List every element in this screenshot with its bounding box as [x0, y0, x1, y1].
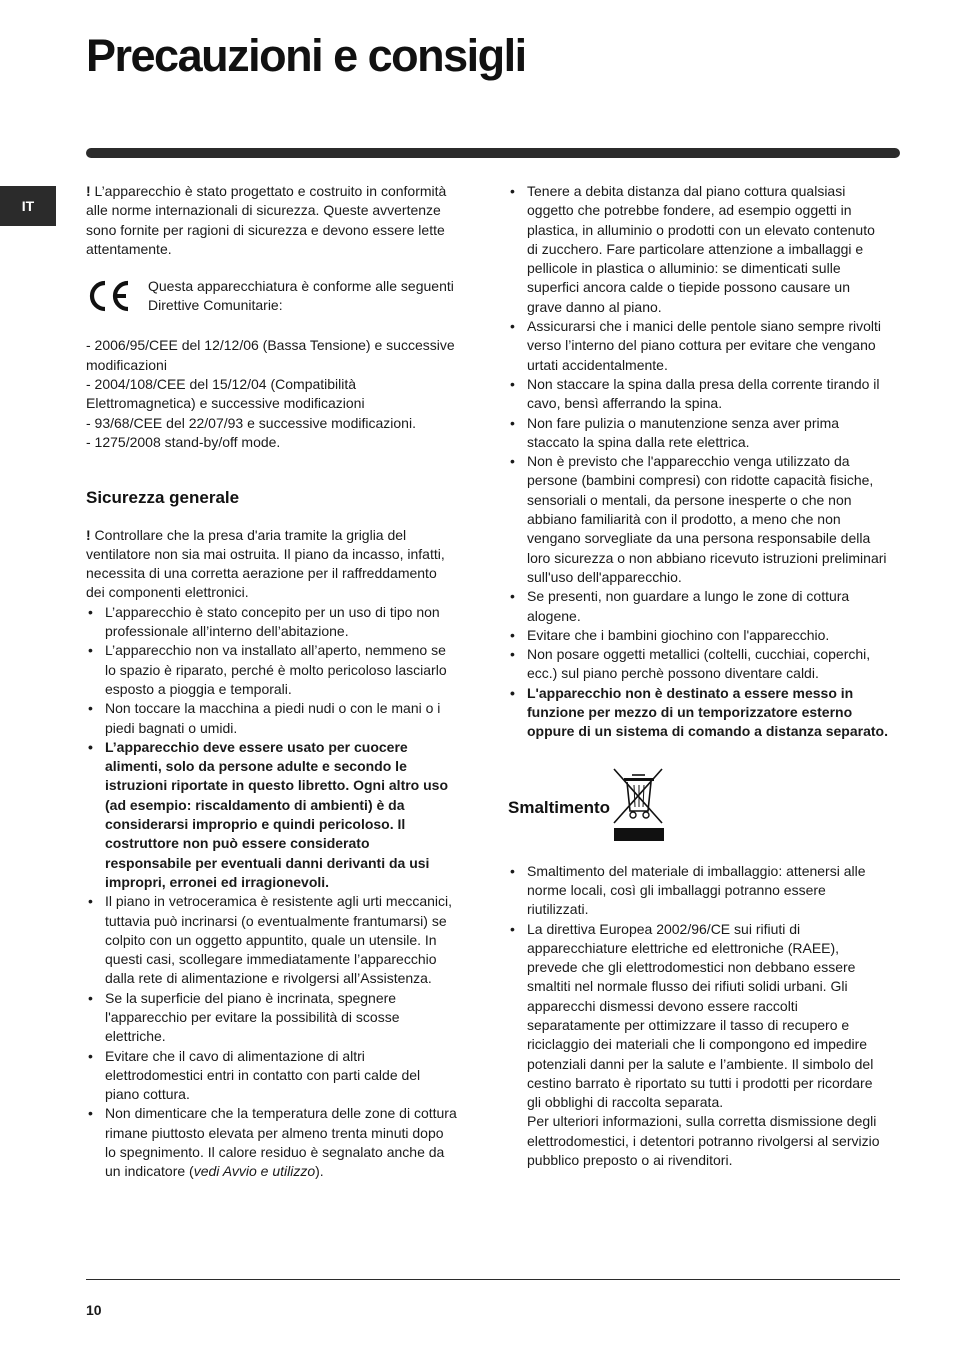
list-item: • Non è previsto che l'apparecchio venga utilizzato da persone (bambini compresi) con ridotte capacità fisiche, sensoriali o mentali, da persone inesperte o che non abbiano familiarità con il prodotto, a meno che non vengano sorvegliate da una persona responsabile della loro sicurezza o non abbiano ricevuto istruzioni preliminari sull'uso dell'apparecchio. — [508, 452, 888, 587]
list-item: • Il piano in vetroceramica è resistente agli urti meccanici, tuttavia può incrinarsi (o eventualmente frantumarsi) se colpito con un oggetto appuntito, quale un utensile. In questi casi, scollegare immediatamente l’apparecchio dalla rete di alimentazione e rivolgersi all’Assistenza. — [86, 892, 458, 988]
list-item: • Smaltimento del materiale di imballaggio: attenersi alle norme locali, così gli imballaggi potranno essere riutilizzati. — [508, 862, 888, 920]
directives-list — [86, 336, 458, 452]
list-item-emphasis: • L'apparecchio non è destinato a essere messo in funzione per mezzo di un temporizzatore esterno oppure di un sistema di comando a distanza separato. — [508, 684, 888, 742]
footer-divider — [86, 1279, 900, 1280]
list-item: • Non posare oggetti metallici (coltelli, cucchiai, coperchi, ecc.) sul piano perchè possono diventare caldi. — [508, 645, 888, 684]
cross-reference: vedi Avvio e utilizzo — [193, 1163, 316, 1180]
disposal-list — [508, 862, 888, 1171]
list-item: • Non dimenticare che la temperatura delle zone di cottura rimane piuttosto elevata per almeno trenta minuti dopo lo spegnimento. Il calore residuo è segnalato anche da un indicatore (vedi Avvio e utilizzo). — [86, 1104, 458, 1181]
list-item-emphasis: • L’apparecchio deve essere usato per cuocere alimenti, solo da persone adulte e secondo le istruzioni riportate in questo libretto. Ogni altro uso (ad esempio: riscaldamento di ambienti) è da considerarsi improprio e quindi pericoloso. Il costruttore non può essere considerato responsabile per eventuali danni derivanti da usi impropri, erronei ed irragionevoli. — [86, 738, 458, 892]
right-column — [508, 182, 888, 1170]
directive-item: - 1275/2008 stand-by/off mode. — [86, 433, 281, 450]
list-item: • Se la superficie del piano è incrinata, spegnere l'apparecchio per evitare la possibilità di scosse elettriche. — [86, 989, 458, 1047]
section-heading-disposal: Smaltimento — [508, 797, 611, 817]
warning-mark: ! — [86, 526, 91, 543]
page-title: Precauzioni e consigli — [86, 30, 526, 81]
page-number: 10 — [86, 1302, 102, 1318]
language-tab: IT — [0, 186, 56, 226]
list-item: • Se presenti, non guardare a lungo le zone di cottura alogene. — [508, 587, 888, 626]
directive-item: - 93/68/CEE del 22/07/93 e successive modificazioni. — [86, 414, 416, 431]
list-item: • Evitare che i bambini giochino con l'apparecchio. — [508, 626, 888, 645]
list-item: • L’apparecchio è stato concepito per un uso di tipo non professionale all’interno dell’abitazione. — [86, 603, 458, 642]
list-item: • Non fare pulizia o manutenzione senza aver prima staccato la spina dalla rete elettrica. — [508, 414, 888, 453]
warning-mark: ! — [86, 183, 91, 199]
disposal-heading-row — [508, 768, 888, 848]
list-item: • Tenere a debita distanza dal piano cottura qualsiasi oggetto che potrebbe fondere, ad esempio oggetti in plastica, in alluminio o prodotti con un elevato contenuto di zucchero. Fare particolare attenzione a imballaggi e pellicole in plastica o alluminio: se dimenticati sulle superfici ancora calde o tiepide possono causare un grave danno al piano. — [508, 182, 888, 317]
directive-item: - 2006/95/CEE del 12/12/06 (Bassa Tensione) e successive modificazioni — [86, 337, 455, 373]
list-item: • Non staccare la spina dalla presa della corrente tirando il cavo, bensì afferrando la spina. — [508, 375, 888, 414]
warning-paragraph: ! Controllare che la presa d'aria tramite la griglia del ventilatore non sia mai ostruita. Il piano da incasso, infatti, necessita di una corretta aerazione per il raffreddamento dei componenti elettronici. — [86, 526, 445, 601]
safety-list-continued — [508, 182, 888, 742]
safety-list — [86, 603, 458, 1182]
list-item: • L’apparecchio non va installato all’aperto, nemmeno se lo spazio è riparato, perché è molto pericoloso lasciarlo esposto a pioggia e temporali. — [86, 641, 458, 699]
left-column — [86, 182, 458, 1182]
ce-conformity — [86, 277, 458, 318]
header-divider — [86, 148, 900, 158]
list-item: • Assicurarsi che i manici delle pentole siano sempre rivolti verso l’interno del piano cottura per evitare che vengano urtati accidentalmente. — [508, 317, 888, 375]
list-item: • Evitare che il cavo di alimentazione di altri elettrodomestici entri in contatto con parti calde del piano cottura. — [86, 1047, 458, 1105]
ce-mark-icon — [86, 277, 148, 318]
directive-item: - 2004/108/CEE del 15/12/04 (Compatibilità Elettromagnetica) e successive modificazioni — [86, 376, 365, 412]
section-heading-safety: Sicurezza generale — [86, 488, 240, 508]
crossed-bin-icon — [612, 767, 668, 848]
list-item: • La direttiva Europea 2002/96/CE sui rifiuti di apparecchiature elettriche ed elettroniche (RAEE), prevede che gli elettrodomestici non debbano essere smaltiti nel normale flusso dei rifiuti solidi urbani. Gli apparecchi dismessi devono essere raccolti separatamente per ottimizzare il tasso di recupero e riciclaggio dei materiali che li compongono ed impedire potenziali danni per la salute e l’ambiente. Il simbolo del cestino barrato è riportato su tutti i prodotti per ricordare gli obblighi di raccolta separata. Per ulteriori informazioni, sulla corretta dismissione degli elettrodomestici, i detentori potranno rivolgersi al servizio pubblico preposto o ai rivenditori. — [508, 920, 888, 1171]
list-item: • Non toccare la macchina a piedi nudi o con le mani o i piedi bagnati o umidi. — [86, 699, 458, 738]
ce-text: Questa apparecchiatura è conforme alle seguenti Direttive Comunitarie: — [148, 278, 454, 314]
intro-paragraph: ! L’apparecchio è stato progettato e costruito in conformità alle norme internazionali di sicurezza. Queste avvertenze sono fornite per ragioni di sicurezza e devono essere lette attentamente. — [86, 183, 447, 257]
